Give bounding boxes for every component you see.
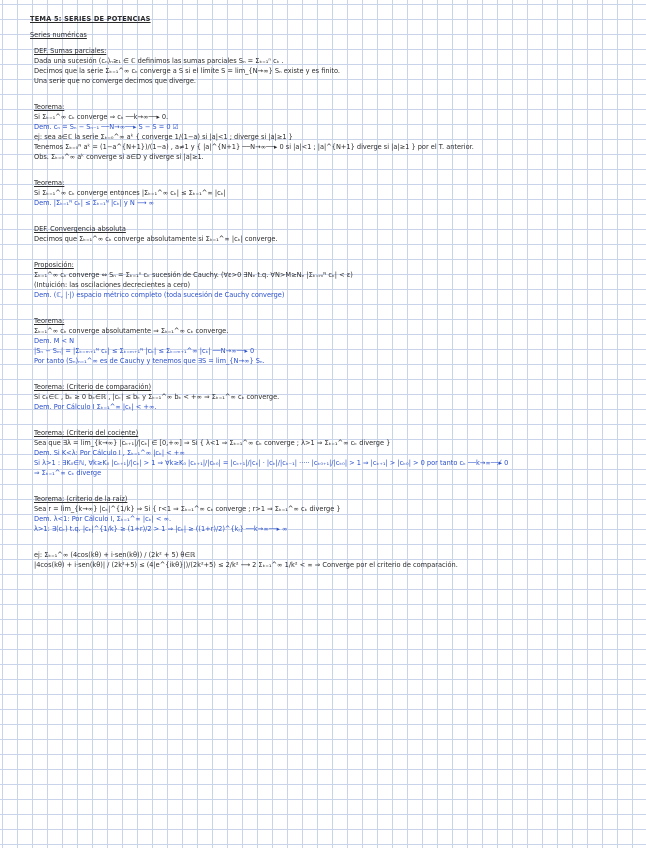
notes-section [30,224,636,244]
notes-section [30,382,636,412]
section-heading: Teorema: [34,103,65,111]
note-line: Sea que ∃λ = lim_{k→∞} |cₖ₊₁|/|cₖ| ∈ [0,+∞] ⇒ Si { λ<1 ⇒ Σₖ₌₁^∞ cₖ converge ; λ>1 ⇒ Σₖ₌₁^∞ cₖ diverge } [34,439,391,447]
note-line: Dada una sucesión (cₙ)ₙ≥₁ ∈ ℂ definimos las sumas parciales Sₙ = Σₖ₌₁ⁿ cₖ . [34,57,284,65]
section-spacer [30,478,636,494]
section-spacer [30,412,636,428]
page-title: TEMA 5: SERIES DE POTENCIAS [30,15,151,23]
note-line: Σₖ₌₁^∞ cₖ converge absolutamente ⇒ Σₖ₌₁^∞ cₖ converge. [34,327,229,335]
section-spacer [30,244,636,260]
proof-line: Dem. λ<1: Por Cálculo I, Σₖ₌₁^∞ |cₖ| < ∞. [34,515,172,523]
note-line: ej: sea a∈ℂ la serie Σₖ₌₀^∞ aᵏ { converge 1/(1−a) si |a|<1 ; diverge si |a|≥1 } [34,133,293,141]
notes-section [30,316,636,366]
section-heading: Teorema: [34,179,65,187]
notes-section [30,428,636,478]
note-line: Si Σₖ₌₁^∞ cₖ converge entonces |Σₖ₌₁^∞ cₖ| ≤ Σₖ₌₁^∞ |cₖ| [34,189,226,197]
note-line: Si Σₖ₌₁^∞ cₖ converge ⇒ cₖ ──k→∞──▸ 0. [34,113,169,121]
section-spacer [30,534,636,550]
proof-line: Dem. (ℂ, |·|) espacio métrico completo (toda sucesión de Cauchy converge) [34,291,285,299]
notes-section [30,102,636,162]
notes-sections [30,46,636,570]
notes-section [30,46,636,86]
section-spacer [30,208,636,224]
note-line: ej: Σₖ₌₁^∞ (4cos(kθ) + i·sen(kθ)) / (2k² + 5) θ∈ℝ [34,551,196,559]
section-heading: Teorema: [34,317,65,325]
note-line: Obs. Σₖ₌₀^∞ aᵏ converge si a∈D y diverge si |a|≥1. [34,153,204,161]
note-line: |4cos(kθ) + i·sen(kθ)| / (2k²+5) ≤ (4|e^{ikθ}|)/(2k²+5) ≤ 2/k² ⟶ 2 Σₖ₌₁^∞ 1/k² < ∞ ⇒ Converge por el criterio de comparación. [34,561,458,569]
section-spacer [30,86,636,102]
proof-line: Por tanto (Sₙ)ₙ₌₁^∞ es de Cauchy y tenemos que ∃S = lim_{N→∞} Sₙ. [34,357,265,365]
proof-line: Dem. M < N [34,337,75,345]
proof-line: Dem. Si K<λ: Por Cálculo I , Σₖ₌₁^∞ |cₖ| < +∞ [34,449,185,457]
note-line: Tenemos Σₖ₌₀ᴺ aᵏ = (1−a^{N+1})/(1−a) , a≠1 y { |a|^{N+1} ──N→∞──▸ 0 si |a|<1 ; |a|^{N+1} diverge si |a|≥1 } por el T. anterior. [34,143,474,151]
proof-line: Dem. cₙ = Sₙ − Sₙ₋₁ ──N→∞──▸ S − S = 0 ☑ [34,123,179,131]
section-heading: DEF. Sumas parciales: [34,47,107,55]
section-spacer [30,366,636,382]
note-line: Sea r = lim_{k→∞} |cₖ|^{1/k} ⇒ Si { r<1 ⇒ Σₖ₌₁^∞ cₖ converge ; r>1 ⇒ Σₖ₌₁^∞ cₖ diverge } [34,505,341,513]
notes-section [30,550,636,570]
proof-line: ⇒ Σₖ₌₁^∞ cₖ diverge [34,469,102,477]
note-line: Una serie que no converge decimos que diverge. [34,77,197,85]
proof-line: Si λ>1 : ∃K₀∈ℕ, ∀k≥K₀ |cₖ₊₁|/|cₖ| > 1 ⇒ ∀k≥K₀ |cₖ₊₁|/|cₖ₀| = |cₖ₊₁|/|cₖ| · |cₖ|/|cₖ₋₁| ····· |cₖ₀₊₁|/|cₖ₀| > 1 ⇒ |cₖ₊₁| > |cₖ₀| > 0 por tanto cₖ ──k→∞──▸̸ 0 [34,459,509,467]
note-line: Decimos que Σₖ₌₁^∞ cₖ converge absolutamente si Σₖ₌₁^∞ |cₖ| converge. [34,235,278,243]
proof-line: Dem. |Σₖ₌₁ᴺ cₖ| ≤ Σₖ₌₁ᴺ |cₖ| y N ⟶ ∞ [34,199,154,207]
note-line: Decimos que la serie Σₖ₌₁^∞ cₖ converge a S si el límite S = lim_{N→∞} Sₙ existe y es finito. [34,67,340,75]
proof-line: Dem. Por Cálculo I Σₖ₌₁^∞ |cₖ| < +∞. [34,403,157,411]
section-spacer [30,300,636,316]
section-heading: Teorema: (Criterio del cociente) [34,429,139,437]
section-heading: Teorema: (Criterio de comparación) [34,383,152,391]
proof-line: |Sₙ − Sₘ| = |Σₖ₌ₘ₊₁ᴺ cₖ| ≤ Σₖ₌ₘ₊₁ᴺ |cₖ| ≤ Σₖ₌ₘ₊₁^∞ |cₖ| ──N→∞──▸ 0 [34,347,255,355]
notes-section [30,260,636,300]
notes-page [30,14,636,570]
notes-section [30,178,636,208]
note-line: Si cₖ∈ℂ , bₖ ≥ 0 bₖ∈ℝ , |cₖ| ≤ bₖ y Σₖ₌₁^∞ bₖ < +∞ ⇒ Σₖ₌₁^∞ cₖ converge. [34,393,280,401]
section-heading: Teorema: (criterio de la raíz) [34,495,128,503]
note-line: (Intuición: las oscilaciones decrecientes a cero) [34,281,191,289]
page-subtitle: Series numéricas [30,31,87,39]
proof-line: λ>1: ∃(cₖ) t.q. |cₖ|^{1/k} ≥ (1+r)/2 > 1 ⇒ |cₖ| ≥ ((1+r)/2)^{kⱼ} ──k→∞──▸ ∞ [34,525,288,533]
section-heading: DEF. Convergencia absoluta [34,225,126,233]
notes-section [30,494,636,534]
section-heading: Proposición: [34,261,74,269]
note-line: Σₖ₌₁^∞ cₖ converge ⇔ Sₙ = Σₖ₌₁ⁿ cₖ sucesión de Cauchy. (∀ε>0 ∃Nₑ t.q. ∀N>M≥Nₑ |Σₖ₌ₘᴺ cₖ| < ε) [34,271,353,279]
section-spacer [30,162,636,178]
